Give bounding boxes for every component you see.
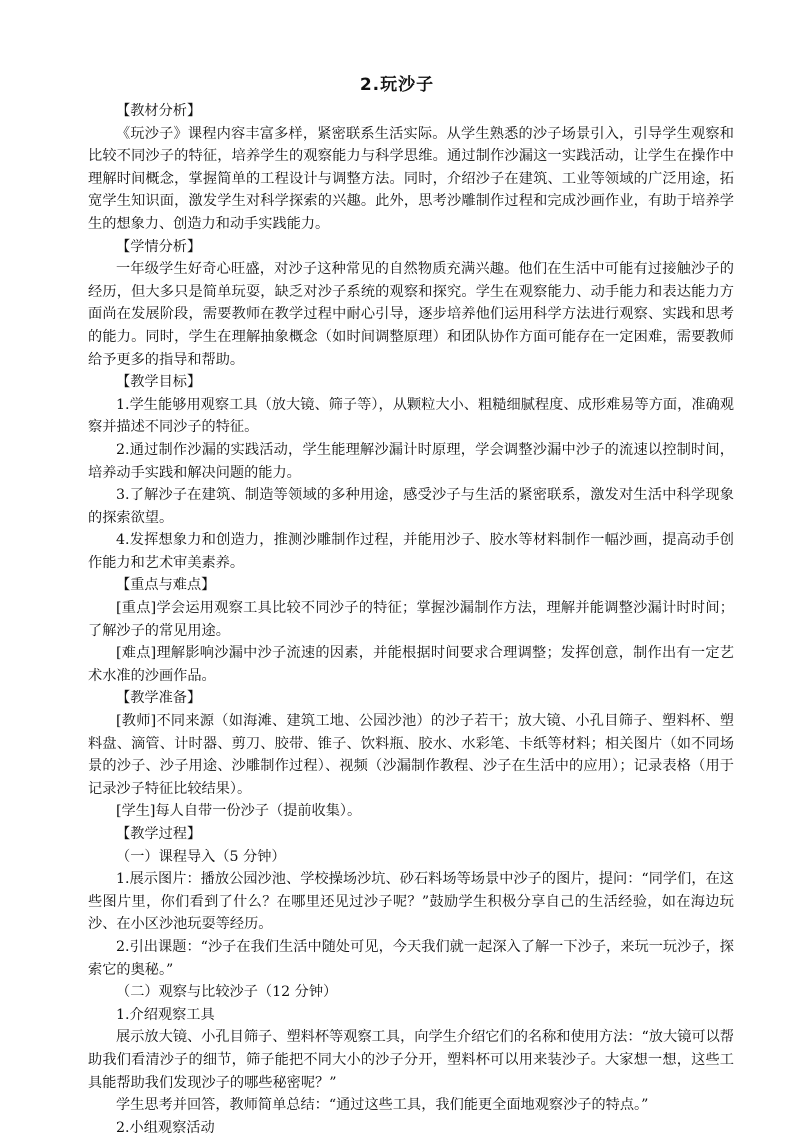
paragraph-material: 《玩沙子》课程内容丰富多样，紧密联系生活实际。从学生熟悉的沙子场景引入，引导学生观察和比较不同沙子的特征，培养学生的观察能力与科学思维。通过制作沙漏这一实践活动，让学生在操作中理解时间概念，掌握简单的工程设计与调整方法。同时，介绍沙子在建筑、工业等领域的广泛用途，拓宽学生知识面，激发学生对科学探索的兴趣。此外，思考沙雕制作过程和完成沙画作业，有助于培养学生的想象力、创造力和动手实践能力。 — [88, 125, 734, 232]
goal-item-4: 4.发挥想象力和创造力，推测沙雕制作过程，并能用沙子、胶水等材料制作一幅沙画，提高动手创作能力和艺术审美素养。 — [88, 532, 734, 571]
step-1-paragraph-1: 1.展示图片：播放公园沙池、学校操场沙坑、砂石料场等场景中沙子的图片，提问：“同学们，在这些图片里，你们看到了什么？在哪里还见过沙子呢？”鼓励学生积极分享自己的生活经验，如在海边玩沙、在小区沙池玩耍等经历。 — [88, 871, 734, 933]
section-heading-goals: 【教学目标】 — [116, 374, 202, 391]
goal-item-2: 2.通过制作沙漏的实践活动，学生能理解沙漏计时原理，学会调整沙漏中沙子的流速以控制时间，培养动手实践和解决问题的能力。 — [88, 441, 734, 481]
section-heading-student: 【学情分析】 — [116, 238, 202, 255]
paragraph-difficult-points: [难点]理解影响沙漏中沙子流速的因素，并能根据时间要求合理调整；发挥创意，制作出有一定艺术水准的沙画作品。 — [88, 645, 734, 684]
step-1-heading: （一）课程导入（5 分钟） — [116, 848, 286, 865]
paragraph-prep-student: [学生]每人自带一份沙子（提前收集）。 — [116, 803, 362, 820]
section-heading-key: 【重点与难点】 — [116, 577, 216, 594]
section-heading-material: 【教材分析】 — [116, 103, 202, 119]
step-2-paragraph-1: 展示放大镜、小孔目筛子、塑料杯等观察工具，向学生介绍它们的名称和使用方法：“放大镜可以帮助我们看清沙子的细节，筛子能把不同大小的沙子分开，塑料杯可以用来装沙子。大家想一想，这些工具能帮助我们发现沙子的哪些秘密呢？” — [88, 1029, 734, 1091]
document-body — [88, 100, 734, 1139]
section-heading-process: 【教学过程】 — [116, 826, 202, 842]
step-2-paragraph-2: 学生思考并回答，教师简单总结：“通过这些工具，我们能更全面地观察沙子的特点。” — [116, 1097, 649, 1114]
paragraph-key-points: [重点]学会运用观察工具比较不同沙子的特征；掌握沙漏制作方法，理解并能调整沙漏计时时间；了解沙子的常见用途。 — [88, 600, 734, 639]
goal-item-3: 3.了解沙子在建筑、制造等领域的多种用途，感受沙子与生活的紧密联系，激发对生活中科学现象的探索欲望。 — [88, 487, 734, 526]
section-heading-prep: 【教学准备】 — [116, 690, 202, 707]
goal-item-1: 1.学生能够用观察工具（放大镜、筛子等），从颗粒大小、粗糙细腻程度、成形难易等方面，准确观察并描述不同沙子的特征。 — [88, 396, 734, 436]
step-1-paragraph-2: 2.引出课题：“沙子在我们生活中随处可见，今天我们就一起深入了解一下沙子，来玩一玩沙子，探索它的奥秘。” — [88, 938, 734, 978]
step-2-subheading-2: 2.小组观察活动 — [116, 1119, 215, 1136]
step-2-heading: （二）观察与比较沙子（12 分钟） — [116, 984, 338, 1001]
step-2-subheading-1: 1.介绍观察工具 — [116, 1006, 215, 1023]
paragraph-student: 一年级学生好奇心旺盛，对沙子这种常见的自然物质充满兴趣。他们在生活中可能有过接触沙子的经历，但大多只是简单玩耍，缺乏对沙子系统的观察和探究。学生在观察能力、动手能力和表达能力方面尚在发展阶段，需要教师在教学过程中耐心引导，逐步培养他们运用科学方法进行观察、实践和思考的能力。同时，学生在理解抽象概念（如时间调整原理）和团队协作方面可能存在一定困难，需要教师给予更多的指导和帮助。 — [88, 261, 734, 368]
paragraph-prep-teacher: [教师]不同来源（如海滩、建筑工地、公园沙池）的沙子若干；放大镜、小孔目筛子、塑料杯、塑料盘、滴管、计时器、剪刀、胶带、锥子、饮料瓶、胶水、水彩笔、卡纸等材料；相关图片（如不同场景的沙子、沙子用途、沙雕制作过程）、视频（沙漏制作教程、沙子在生活中的应用）；记录表格（用于记录沙子特征比较结果）。 — [88, 713, 734, 797]
page-title: 2.玩沙子 — [359, 75, 435, 95]
